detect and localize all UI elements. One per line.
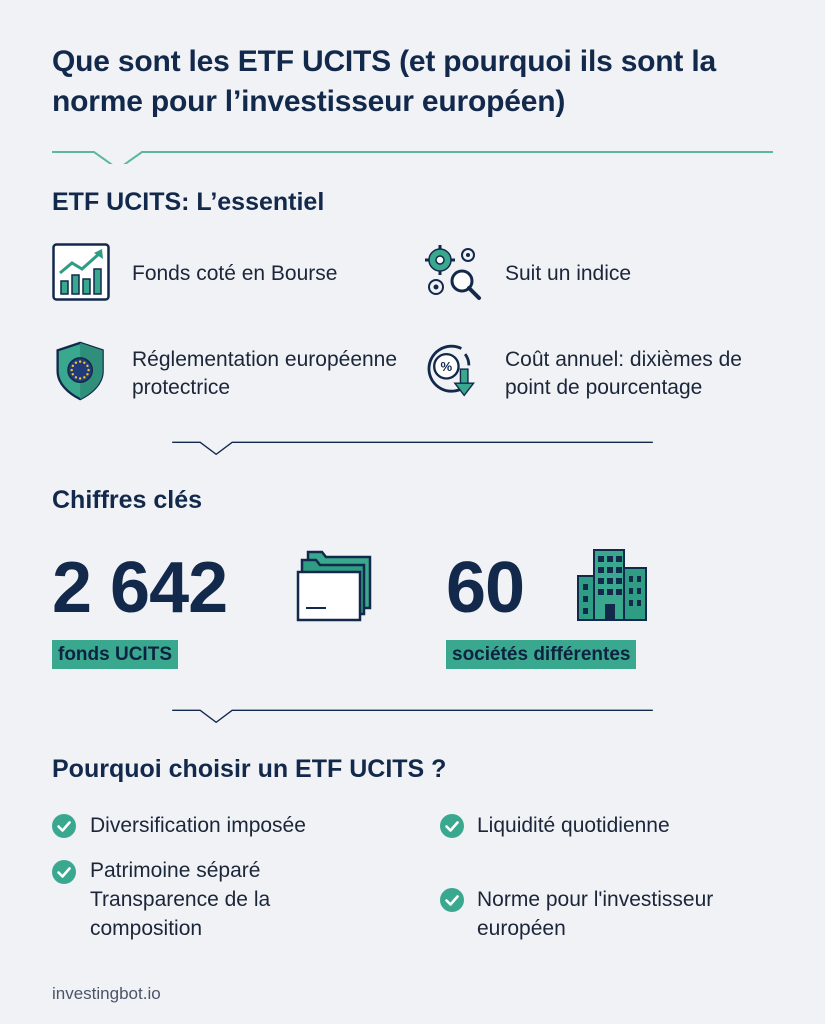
check-circle-icon — [52, 860, 76, 884]
gears-magnifier-icon — [422, 243, 482, 303]
essential-label-regulation: Réglementation européenne protectrice — [132, 348, 398, 399]
essentials-heading: ETF UCITS: L’essentiel — [52, 188, 325, 216]
reason-liquidity: Liquidité quotidienne — [477, 814, 670, 837]
reason-european-standard: Norme pour l'investisseur européen — [477, 888, 714, 940]
essential-item-tracks-index — [422, 243, 482, 308]
companies-label-badge: sociétés différentes — [446, 640, 636, 669]
key-figures-heading: Chiffres clés — [52, 486, 203, 514]
footer-brand: investingbot.io — [52, 984, 161, 1003]
reason-diversification: Diversification imposée — [90, 814, 306, 837]
section-divider — [52, 437, 773, 457]
essential-item-listed-fund — [52, 243, 112, 308]
essential-label-annual-cost: Coût annuel: dixièmes de point de pourcentage — [505, 348, 742, 399]
svg-text:%: % — [440, 359, 453, 374]
essential-item-regulation — [52, 341, 112, 406]
eu-shield-icon — [52, 341, 112, 401]
essential-label-tracks-index: Suit un indice — [505, 262, 632, 285]
companies-count: 60 — [446, 548, 525, 628]
section-divider — [52, 144, 773, 164]
percent-arrow-down-icon — [422, 341, 482, 401]
essential-label-listed-fund: Fonds coté en Bourse — [132, 262, 338, 285]
folder-icon — [296, 548, 374, 622]
reason-segregated-assets: Patrimoine séparé Transparence de la composition — [90, 859, 271, 940]
why-heading: Pourquoi choisir un ETF UCITS ? — [52, 755, 447, 783]
bar-chart-growth-icon — [52, 243, 112, 303]
section-divider — [52, 705, 773, 725]
check-circle-icon — [52, 814, 76, 838]
page-title: Que sont les ETF UCITS (et pourquoi ils sont la norme pour l’investisseur européen) — [52, 45, 716, 118]
funds-count: 2 642 — [52, 548, 228, 628]
building-icon — [574, 546, 650, 622]
check-circle-icon — [440, 814, 464, 838]
funds-label-badge: fonds UCITS — [52, 640, 178, 669]
essential-item-annual-cost — [422, 341, 482, 406]
check-circle-icon — [440, 888, 464, 912]
